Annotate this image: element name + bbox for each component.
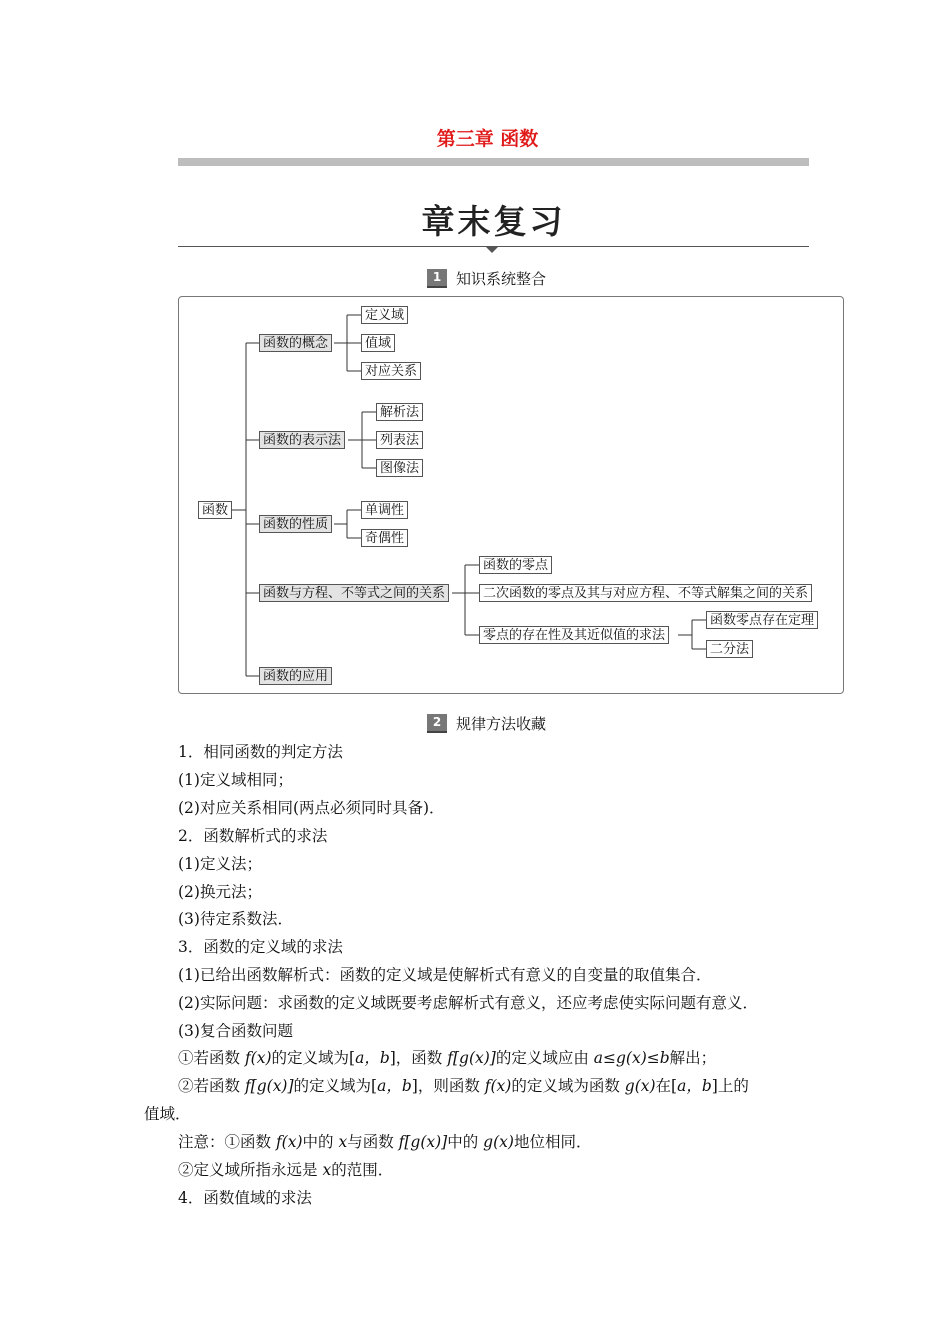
node-table: 列表法 — [376, 431, 423, 449]
paragraph: (2)换元法； — [178, 883, 262, 901]
node-properties: 函数的性质 — [259, 515, 332, 533]
node-bisection: 二分法 — [706, 640, 753, 658]
paragraph-composite-1: ①若函数 f(x)的定义域为[a，b]，函数 f[g(x)]的定义域应由 a≤g(x)≤b解出； — [178, 1049, 717, 1067]
node-zero: 函数的零点 — [479, 556, 552, 574]
paragraph: (2)实际问题：求函数的定义域既要考虑解析式有意义，还应考虑使实际问题有意义． — [178, 994, 758, 1012]
node-function: 函数 — [198, 501, 232, 519]
section-heading-2 — [427, 713, 546, 733]
chapter-title: 第三章 函数 — [436, 128, 539, 150]
node-concept: 函数的概念 — [259, 334, 332, 352]
node-parity: 奇偶性 — [361, 529, 408, 547]
paragraph-continuation: 值域． — [144, 1105, 191, 1123]
node-domain: 定义域 — [361, 306, 408, 324]
section-badge-1: 1 — [427, 269, 447, 288]
paragraph: (3)复合函数问题 — [178, 1022, 293, 1040]
node-mapping: 对应关系 — [361, 362, 421, 380]
node-zero-existence: 零点的存在性及其近似值的求法 — [479, 626, 669, 644]
node-monotonic: 单调性 — [361, 501, 408, 519]
section-title-2: 规律方法收藏 — [456, 714, 547, 733]
node-graph: 图像法 — [376, 459, 423, 477]
node-quadratic-zero: 二次函数的零点及其与对应方程、不等式解集之间的关系 — [479, 584, 812, 602]
review-title: 章末复习 — [421, 202, 566, 241]
node-analytic: 解析法 — [376, 403, 423, 421]
paragraph: (1)定义法； — [178, 855, 262, 873]
node-range: 值域 — [361, 334, 395, 352]
heading-range-methods: 4．函数值域的求法 — [178, 1189, 312, 1207]
section-title-1: 知识系统整合 — [456, 269, 547, 288]
heading-analytic-expression: 2．函数解析式的求法 — [178, 827, 328, 845]
note-2: ②定义域所指永远是 x的范围． — [178, 1161, 394, 1179]
section-badge-2: 2 — [427, 714, 447, 733]
node-zero-theorem: 函数零点存在定理 — [706, 611, 818, 629]
node-representation: 函数的表示法 — [259, 431, 345, 449]
note-1: 注意：①函数 f(x)中的 x与函数 f[g(x)]中的 g(x)地位相同． — [178, 1133, 592, 1151]
paragraph-composite-2: ②若函数 f[g(x)]的定义域为[a，b]，则函数 f(x)的定义域为函数 g(x)在[a，b]上的 — [178, 1077, 749, 1095]
paragraph: (3)待定系数法． — [178, 910, 293, 928]
heading-same-function: 1．相同函数的判定方法 — [178, 743, 343, 761]
paragraph: (2)对应关系相同(两点必须同时具备)． — [178, 799, 445, 817]
node-relations: 函数与方程、不等式之间的关系 — [259, 584, 449, 602]
paragraph: (1)定义域相同； — [178, 771, 293, 789]
heading-domain-methods: 3．函数的定义域的求法 — [178, 938, 343, 956]
paragraph: (1)已给出函数解析式：函数的定义域是使解析式有意义的自变量的取值集合． — [178, 966, 712, 984]
node-application: 函数的应用 — [259, 667, 332, 685]
